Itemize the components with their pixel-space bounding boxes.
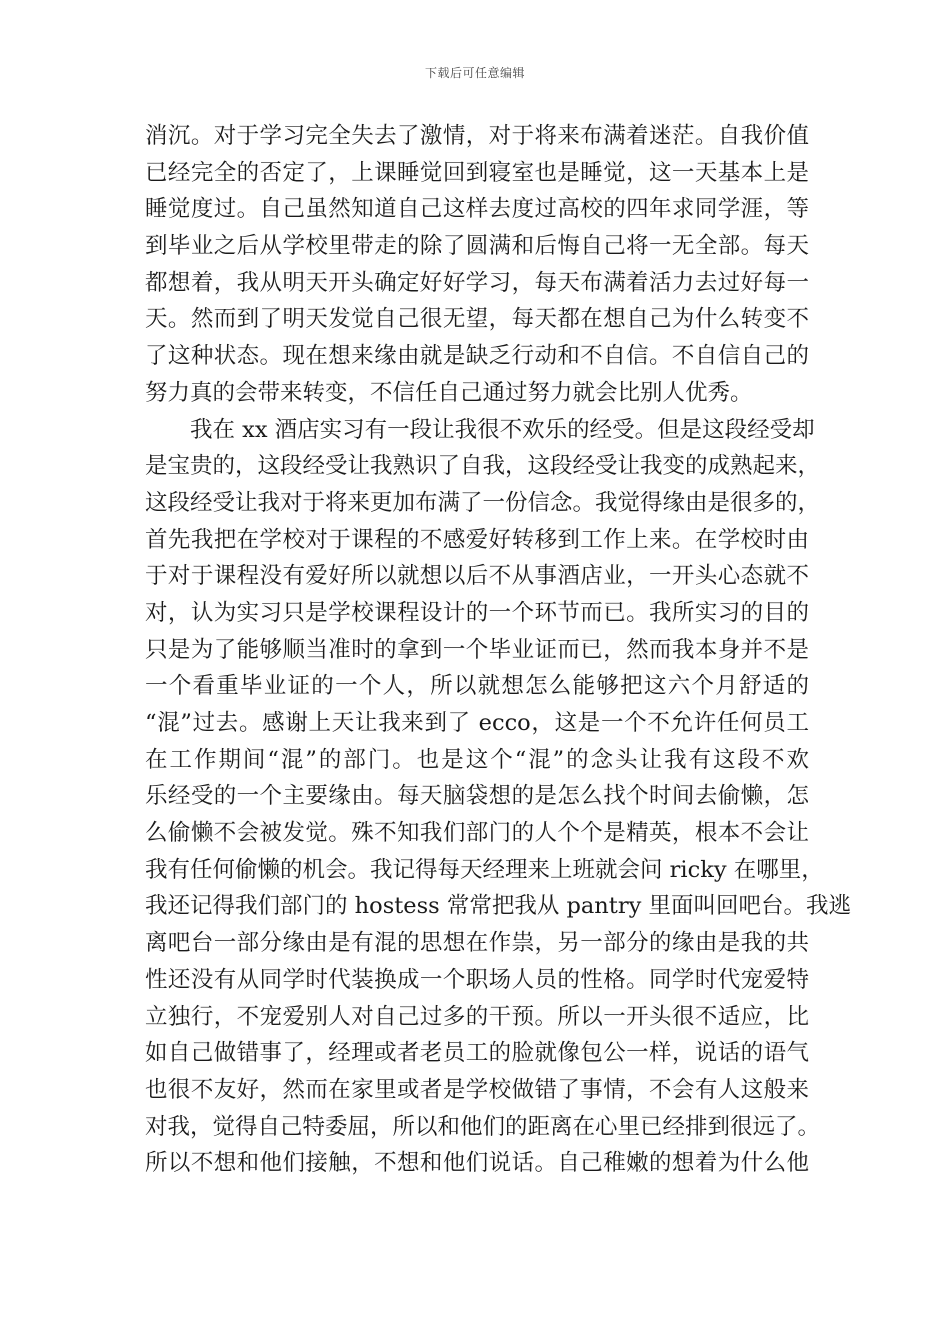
text-line: 我在 xx 酒店实习有一段让我很不欢乐的经受。但是这段经受却: [190, 416, 815, 443]
text-line: 对，认为实习只是学校课程设计的一个环节而已。我所实习的目的: [145, 599, 809, 626]
text-line: 于对于课程没有爱好所以就想以后不从事酒店业，一开头心态就不: [145, 563, 809, 590]
paragraph-2: [145, 412, 851, 1182]
text-line: 消沉。对于学习完全失去了激情，对于将来布满着迷茫。自我价值: [145, 123, 809, 149]
text-line: 离吧台一部分缘由是有混的思想在作祟，另一部分的缘由是我的共: [145, 930, 809, 957]
paragraph-1: [145, 118, 809, 412]
text-line: 这段经受让我对于将来更加布满了一份信念。我觉得缘由是很多的，: [145, 489, 821, 516]
text-line: 到毕业之后从学校里带走的除了圆满和后悔自己将一无全部。每天: [145, 233, 809, 260]
text-line: 我有任何偷懒的机会。我记得每天经理来上班就会问 ricky 在哪里，: [145, 856, 824, 883]
text-line: 都想着，我从明天开头确定好好学习，每天布满着活力去过好每一: [145, 269, 809, 296]
text-line: 我还记得我们部门的 hostess 常常把我从 pantry 里面叫回吧台。我逃: [145, 893, 851, 920]
text-line: 在工作期间“混”的部门。也是这个“混”的念头让我有这段不欢: [145, 746, 809, 773]
text-line: 乐经受的一个主要缘由。每天脑袋想的是怎么找个时间去偷懒，怎: [145, 783, 809, 810]
text-line: 是宝贵的，这段经受让我熟识了自我，这段经受让我变的成熟起来，: [145, 453, 821, 480]
text-line: 睡觉度过。自己虽然知道自己这样去度过高校的四年求同学涯，等: [145, 196, 809, 223]
text-line: 也很不友好，然而在家里或者是学校做错了事情，不会有人这般来: [145, 1076, 809, 1103]
text-line: 已经完全的否定了，上课睡觉回到寝室也是睡觉，这一天基本上是: [145, 159, 809, 186]
text-line: 么偷懒不会被发觉。殊不知我们部门的人个个是精英，根本不会让: [145, 820, 809, 847]
text-line: 一个看重毕业证的一个人，所以就想怎么能够把这六个月舒适的: [145, 673, 809, 700]
text-line: 如自己做错事了，经理或者老员工的脸就像包公一样，说话的语气: [145, 1040, 809, 1067]
text-line: 性还没有从同学时代装换成一个职场人员的性格。同学时代宠爱特: [145, 966, 809, 993]
text-line: “混”过去。感谢上天让我来到了 ecco，这是一个不允许任何员工: [145, 710, 809, 736]
text-line: 了这种状态。现在想来缘由就是缺乏行动和不自信。不自信自己的: [145, 343, 809, 370]
text-line: 只是为了能够顺当准时的拿到一个毕业证而已，然而我本身并不是: [145, 636, 809, 663]
body-text: [145, 118, 851, 1182]
text-line: 努力真的会带来转变，不信任自己通过努力就会比别人优秀。: [145, 379, 753, 406]
text-line: 所以不想和他们接触，不想和他们说话。自己稚嫩的想着为什么他: [145, 1150, 809, 1177]
text-line: 首先我把在学校对于课程的不感爱好转移到工作上来。在学校时由: [145, 526, 809, 553]
page-header: 下载后可任意编辑: [424, 66, 525, 80]
text-line: 立独行，不宠爱别人对自己过多的干预。所以一开头很不适应，比: [145, 1003, 809, 1030]
text-line: 对我，觉得自己特委屈，所以和他们的距离在心里已经排到很远了。: [145, 1113, 821, 1140]
text-line: 天。然而到了明天发觉自己很无望，每天都在想自己为什么转变不: [145, 306, 809, 333]
